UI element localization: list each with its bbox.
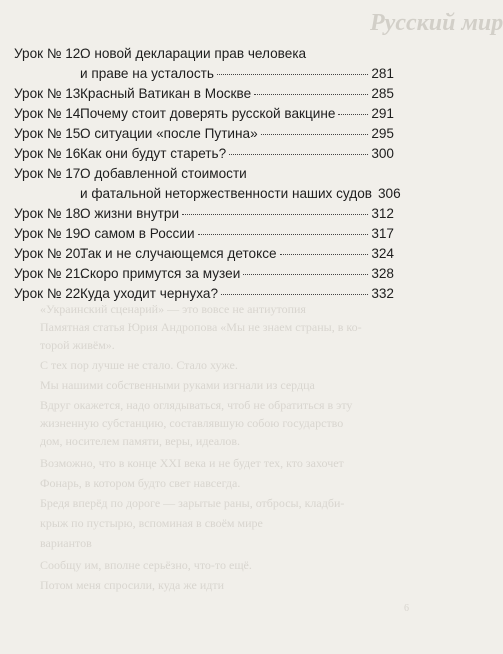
bleed-line: С тех пор лучше не стало. Стало хуже. [40, 358, 238, 372]
dot-leader [229, 154, 368, 155]
bleed-line: крыж по пустырю, вспоминая в своём мире [40, 516, 263, 530]
toc-entry-title: Как они будут стареть? [80, 146, 227, 161]
toc-entry-page: 328 [371, 266, 394, 281]
toc-entry-title: О новой декларации прав человека [80, 46, 307, 61]
toc-entry [14, 226, 394, 246]
dot-leader [261, 134, 369, 135]
toc-entry [14, 86, 394, 106]
dot-leader [338, 114, 368, 115]
toc-entry-number: Урок № 15. [14, 126, 85, 141]
dot-leader [243, 274, 368, 275]
dot-leader [254, 94, 368, 95]
toc-entry-title: Скоро примутся за музеи [80, 266, 241, 281]
dot-leader [198, 234, 369, 235]
bleed-line: торой живём». [40, 338, 115, 352]
bleed-line: Памятная статья Юрия Андропова «Мы не знаем страны, в ко- [40, 320, 362, 334]
toc-entry-title: Почему стоит доверять русской вакцине [80, 106, 336, 121]
dot-leader [221, 294, 368, 295]
bleed-line: жизненную субстанцию, составлявшую собою государство [40, 416, 344, 430]
toc-entry-number: Урок № 19. [14, 226, 85, 241]
toc-entry-page: 295 [371, 126, 394, 141]
toc-entry-title: О добавленной стоимости [80, 166, 247, 181]
toc-entry [14, 106, 394, 126]
toc-entry-title: и фатальной неторжественности наших судов [80, 186, 372, 201]
bleed-line: Возможно, что в конце XXI века и не будет тех, кто захочет [40, 456, 344, 470]
dot-leader [182, 214, 368, 215]
toc-entry-number: Урок № 12. [14, 46, 85, 61]
toc-entry-page: 324 [371, 246, 394, 261]
toc-entry-title: и праве на усталость [80, 66, 214, 81]
toc-entry-number: Урок № 21. [14, 266, 85, 281]
toc-entry-page: 300 [371, 146, 394, 161]
toc-entry-page: 332 [371, 286, 394, 301]
bleed-line: вариантов [40, 536, 92, 550]
toc-entry-page: 291 [371, 106, 394, 121]
toc-entry [14, 146, 394, 166]
dot-leader [217, 74, 368, 75]
toc-entry-title: О самом в России [80, 226, 195, 241]
toc-entry-title: Красный Ватикан в Москве [80, 86, 252, 101]
toc-entry-page: 281 [371, 66, 394, 81]
bleed-line: Фонарь, в котором будто свет навсегда. [40, 476, 241, 490]
toc-entry-number: Урок № 18. [14, 206, 85, 221]
bleed-line: Мы нашими собственными руками изгнали из сердца [40, 378, 315, 392]
toc-entry-page: 317 [371, 226, 394, 241]
bleed-line: дом, носителем памяти, веры, идеалов. [40, 434, 241, 448]
toc-entry [14, 46, 394, 86]
toc-entry-number: Урок № 20. [14, 246, 85, 261]
toc-entry-number: Урок № 16. [14, 146, 85, 161]
toc-entry-number: Урок № 13. [14, 86, 85, 101]
toc-entry-page: 312 [371, 206, 394, 221]
toc-entry-number: Урок № 17. [14, 166, 85, 181]
bleed-line: Вдруг окажется, надо оглядываться, чтоб не обратиться в эту [40, 398, 353, 412]
dot-leader [280, 254, 369, 255]
bleed-through-heading: Русский мир [370, 10, 503, 36]
toc-entry-title: О ситуации «после Путина» [80, 126, 258, 141]
toc-entry [14, 166, 401, 206]
toc-entry-number: Урок № 14. [14, 106, 85, 121]
toc-entry [14, 266, 394, 286]
bleed-line: Потом меня спросили, куда же идти [40, 578, 225, 592]
toc-entry-number: Урок № 22. [14, 286, 85, 301]
toc-entry-title: Так и не случающемся детоксе [80, 246, 277, 261]
bleed-line: Сообщу им, вполне серьёзно, что-то ещё. [40, 558, 252, 572]
toc-entry-page: 285 [371, 86, 394, 101]
toc-entry [14, 126, 394, 146]
bleed-page-number: 6 [404, 603, 409, 614]
toc-entry [14, 286, 394, 306]
bleed-line: «Украинский сценарий» — это вовсе не антиутопия [40, 302, 306, 316]
bleed-line: Бредя вперёд по дороге — зарытые раны, отбросы, кладби- [40, 496, 345, 510]
toc-entry [14, 246, 394, 266]
toc-entry-page: 306 [377, 186, 401, 201]
toc-entry-title: Куда уходит чернуха? [80, 286, 219, 301]
toc-entry-title: О жизни внутри [80, 206, 180, 221]
toc-entry [14, 206, 394, 226]
